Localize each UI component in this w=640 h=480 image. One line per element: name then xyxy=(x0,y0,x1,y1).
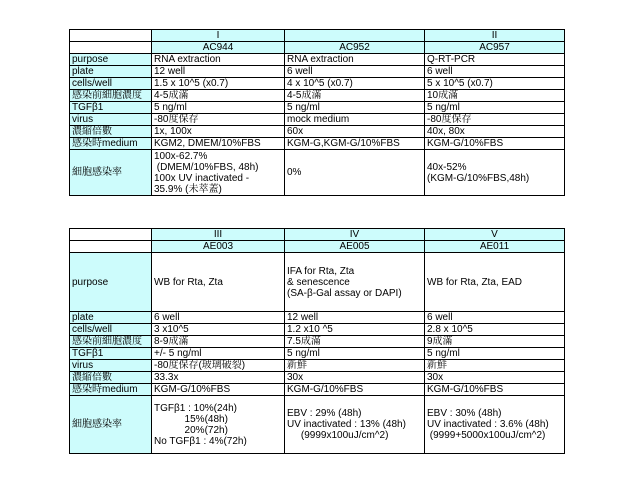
experiment-id-cell: AC957 xyxy=(425,42,565,54)
value-cell: 3 x10^5 xyxy=(152,324,285,336)
row-label-cell: 感染時medium xyxy=(70,138,152,150)
value-cell: 5 ng/ml xyxy=(425,102,565,114)
row-label-cell: plate xyxy=(70,66,152,78)
corner-cell xyxy=(70,241,152,253)
table-row xyxy=(70,336,565,348)
value-cell: 新鮮 xyxy=(425,360,565,372)
table-2-id-row xyxy=(70,241,565,253)
value-cell: 30x xyxy=(425,372,565,384)
value-cell: 9成滿 xyxy=(425,336,565,348)
value-cell: +/- 5 ng/ml xyxy=(152,348,285,360)
table-row xyxy=(70,54,565,66)
value-cell: mock medium xyxy=(285,114,425,126)
value-cell: 1.5 x 10^5 (x0.7) xyxy=(152,78,285,90)
value-cell: 新鮮 xyxy=(285,360,425,372)
row-label-cell: 細胞感染率 xyxy=(70,396,152,454)
value-cell: 2.8 x 10^5 xyxy=(425,324,565,336)
row-label-cell: 感染前細胞濃度 xyxy=(70,336,152,348)
table-row xyxy=(70,78,565,90)
table-row xyxy=(70,253,565,312)
value-cell: 5 ng/ml xyxy=(285,102,425,114)
value-cell: KGM-G/10%FBS xyxy=(425,384,565,396)
corner-cell xyxy=(70,42,152,54)
table-row xyxy=(70,348,565,360)
value-cell: RNA extraction xyxy=(285,54,425,66)
corner-cell xyxy=(70,30,152,42)
table-row xyxy=(70,396,565,454)
value-cell: 33.3x xyxy=(152,372,285,384)
value-cell: KGM-G/10%FBS xyxy=(152,384,285,396)
experiment-id-cell: AC952 xyxy=(285,42,425,54)
table-1-id-row xyxy=(70,42,565,54)
row-label-cell: 感染時medium xyxy=(70,384,152,396)
value-cell: 6 well xyxy=(152,312,285,324)
row-label-cell: 細胞感染率 xyxy=(70,150,152,196)
group-header-cell: IV xyxy=(285,229,425,241)
value-cell: WB for Rta, Zta xyxy=(152,253,285,312)
table-row xyxy=(70,114,565,126)
experiment-table-2 xyxy=(69,228,565,454)
value-cell: 30x xyxy=(285,372,425,384)
value-cell: 5 ng/ml xyxy=(152,102,285,114)
value-cell: 4-5成滿 xyxy=(152,90,285,102)
experiment-id-cell: AE005 xyxy=(285,241,425,253)
corner-cell xyxy=(70,229,152,241)
row-label-cell: TGFβ1 xyxy=(70,102,152,114)
value-cell: 100x-62.7% (DMEM/10%FBS, 48h) 100x UV inactivated - 35.9% (未萃蓋) xyxy=(152,150,285,196)
value-cell: KGM2, DMEM/10%FBS xyxy=(152,138,285,150)
table-2-body xyxy=(70,229,565,454)
row-label-cell: 濃縮倍數 xyxy=(70,126,152,138)
value-cell: TGFβ1 : 10%(24h) 15%(48h) 20%(72h) No TGFβ1 : 4%(72h) xyxy=(152,396,285,454)
value-cell: -80度保存 xyxy=(152,114,285,126)
row-label-cell: plate xyxy=(70,312,152,324)
experiment-id-cell: AC944 xyxy=(152,42,285,54)
value-cell: KGM-G,KGM-G/10%FBS xyxy=(285,138,425,150)
experiment-table-1 xyxy=(69,29,565,196)
group-header-cell: II xyxy=(425,30,565,42)
value-cell: KGM-G/10%FBS xyxy=(425,138,565,150)
value-cell: 5 x 10^5 (x0.7) xyxy=(425,78,565,90)
table-row xyxy=(70,138,565,150)
row-label-cell: purpose xyxy=(70,54,152,66)
value-cell: 12 well xyxy=(152,66,285,78)
value-cell: 12 well xyxy=(285,312,425,324)
table-row xyxy=(70,90,565,102)
group-header-cell: V xyxy=(425,229,565,241)
table-row xyxy=(70,102,565,114)
experiment-id-cell: AE003 xyxy=(152,241,285,253)
value-cell: 60x xyxy=(285,126,425,138)
value-cell: EBV : 29% (48h) UV inactivated : 13% (48h) (9999x100uJ/cm^2) xyxy=(285,396,425,454)
experiment-id-cell: AE011 xyxy=(425,241,565,253)
row-label-cell: purpose xyxy=(70,253,152,312)
value-cell: WB for Rta, Zta, EAD xyxy=(425,253,565,312)
table-row xyxy=(70,372,565,384)
value-cell: 10成滿 xyxy=(425,90,565,102)
value-cell: IFA for Rta, Zta & senescence (SA-β-Gal assay or DAPI) xyxy=(285,253,425,312)
value-cell: 40x, 80x xyxy=(425,126,565,138)
row-label-cell: cells/well xyxy=(70,78,152,90)
value-cell: 1.2 x10 ^5 xyxy=(285,324,425,336)
value-cell: 1x, 100x xyxy=(152,126,285,138)
group-header-cell: I xyxy=(152,30,285,42)
value-cell: KGM-G/10%FBS xyxy=(285,384,425,396)
table-1-group-row xyxy=(70,30,565,42)
value-cell: 0% xyxy=(285,150,425,196)
table-row xyxy=(70,324,565,336)
value-cell: 4-5成滿 xyxy=(285,90,425,102)
value-cell: -80度保存(玻璃破裂) xyxy=(152,360,285,372)
row-label-cell: TGFβ1 xyxy=(70,348,152,360)
value-cell: 5 ng/ml xyxy=(285,348,425,360)
value-cell: 7.5成滿 xyxy=(285,336,425,348)
value-cell: 5 ng/ml xyxy=(425,348,565,360)
value-cell: RNA extraction xyxy=(152,54,285,66)
row-label-cell: virus xyxy=(70,114,152,126)
value-cell: 6 well xyxy=(425,66,565,78)
table-row xyxy=(70,384,565,396)
table-row xyxy=(70,360,565,372)
value-cell: 4 x 10^5 (x0.7) xyxy=(285,78,425,90)
table-row xyxy=(70,312,565,324)
value-cell: 40x-52% (KGM-G/10%FBS,48h) xyxy=(425,150,565,196)
table-row xyxy=(70,66,565,78)
table-2-group-row xyxy=(70,229,565,241)
value-cell: 8-9成滿 xyxy=(152,336,285,348)
group-header-cell xyxy=(285,30,425,42)
table-1-body xyxy=(70,30,565,196)
row-label-cell: 濃縮倍數 xyxy=(70,372,152,384)
row-label-cell: virus xyxy=(70,360,152,372)
row-label-cell: 感染前細胞濃度 xyxy=(70,90,152,102)
value-cell: Q-RT-PCR xyxy=(425,54,565,66)
group-header-cell: III xyxy=(152,229,285,241)
value-cell: -80度保存 xyxy=(425,114,565,126)
table-row xyxy=(70,150,565,196)
value-cell: 6 well xyxy=(425,312,565,324)
value-cell: 6 well xyxy=(285,66,425,78)
table-row xyxy=(70,126,565,138)
value-cell: EBV : 30% (48h) UV inactivated : 3.6% (48h) (9999+5000x100uJ/cm^2) xyxy=(425,396,565,454)
row-label-cell: cells/well xyxy=(70,324,152,336)
